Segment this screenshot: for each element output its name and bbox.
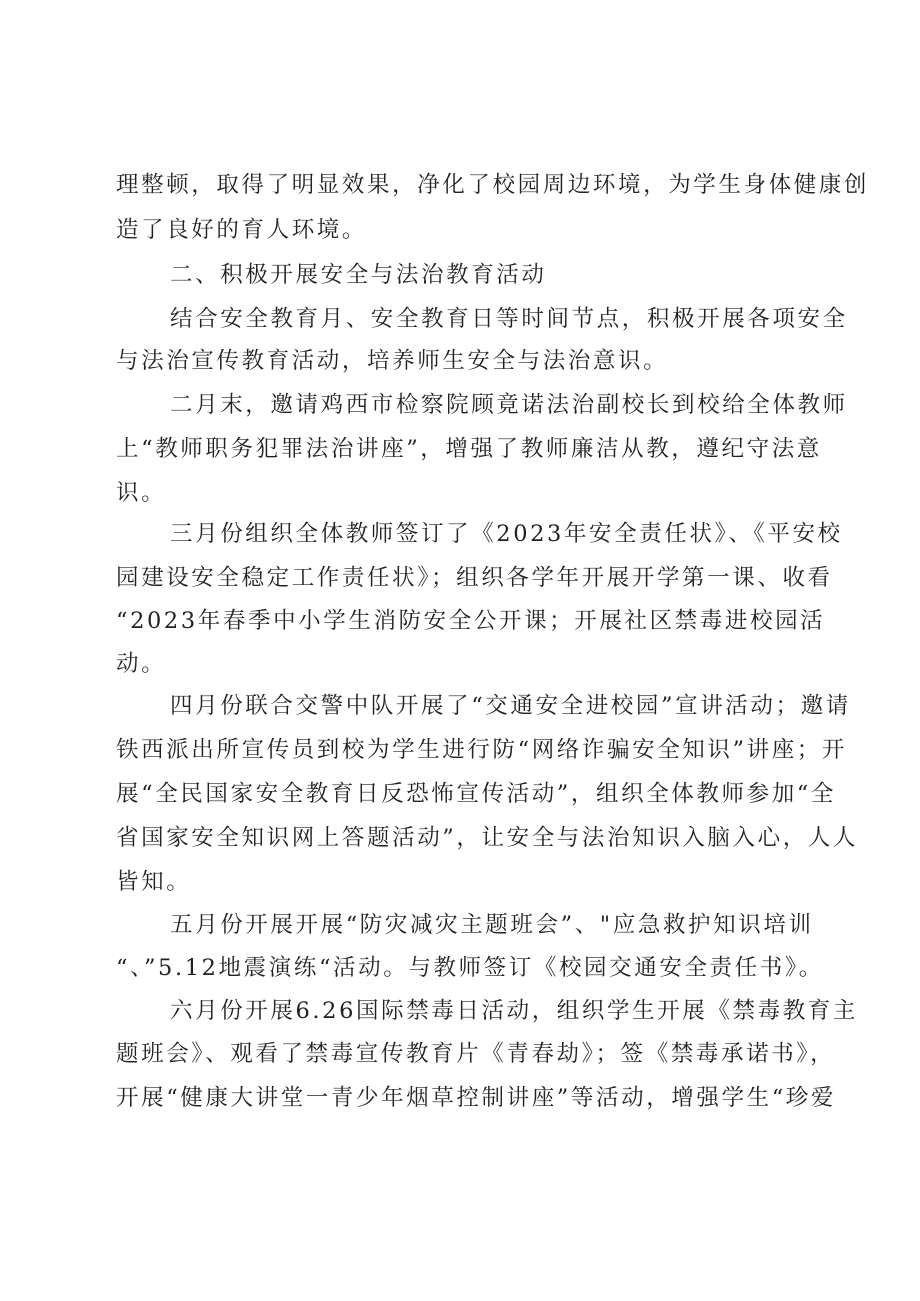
text-line: 展“全民国家安全教育日反恐怖宣传活动”，组织全体教师参加“全 <box>116 781 837 807</box>
text-line: 三月份组织全体教师签订了《2023年安全责任状》、《平安校 <box>170 521 843 547</box>
text-line: 动。 <box>116 651 167 677</box>
text-line: 题班会》、观看了禁毒宣传教育片《青春劫》；签《禁毒承诺书》， <box>116 1041 836 1067</box>
text-line: 四月份联合交警中队开展了“交通安全进校园”宣讲活动；邀请 <box>170 693 851 719</box>
text-line: “2023年春季中小学生消防安全公开课；开展社区禁毒进校园活 <box>116 608 826 634</box>
text-line: 开展“健康大讲堂一青少年烟草控制讲座”等活动，增强学生“珍爱 <box>116 1085 837 1111</box>
text-line: 二月末，邀请鸡西市检察院顾竟诺法治副校长到校给全体教师 <box>170 392 848 418</box>
section-heading: 二、积极开展安全与法治教育活动 <box>170 262 547 288</box>
text-line: 上“教师职务犯罪法治讲座”，增强了教师廉洁从教，遵纪守法意 <box>116 436 822 462</box>
text-line: 造了良好的育人环境。 <box>116 217 368 243</box>
text-line: 结合安全教育月、安全教育日等时间节点，积极开展各项安全 <box>170 306 848 332</box>
text-line: “、”5.12地震演练“活动。与教师签订《校园交通安全责任书》。 <box>116 955 824 981</box>
text-line: 与法治宣传教育活动，培养师生安全与法治意识。 <box>116 348 669 374</box>
text-line: 省国家安全知识网上答题活动”，让安全与法治知识入脑入心，人人 <box>116 825 859 851</box>
text-line: 理整顿，取得了明显效果，净化了校园周边环境，为学生身体健康创 <box>116 172 870 198</box>
text-line: 六月份开展6.26国际禁毒日活动，组织学生开展《禁毒教育主 <box>170 998 858 1024</box>
text-line: 皆知。 <box>116 869 192 895</box>
text-line: 园建设安全稳定工作责任状》；组织各学年开展开学第一课、收看 <box>116 565 833 591</box>
text-line: 识。 <box>116 480 167 506</box>
text-line: 五月份开展开展“防灾减灾主题班会”、"应急救护知识培训 <box>170 912 814 938</box>
text-line: 铁西派出所宣传员到校为学生进行防“网络诈骗安全知识”讲座；开 <box>116 737 848 763</box>
